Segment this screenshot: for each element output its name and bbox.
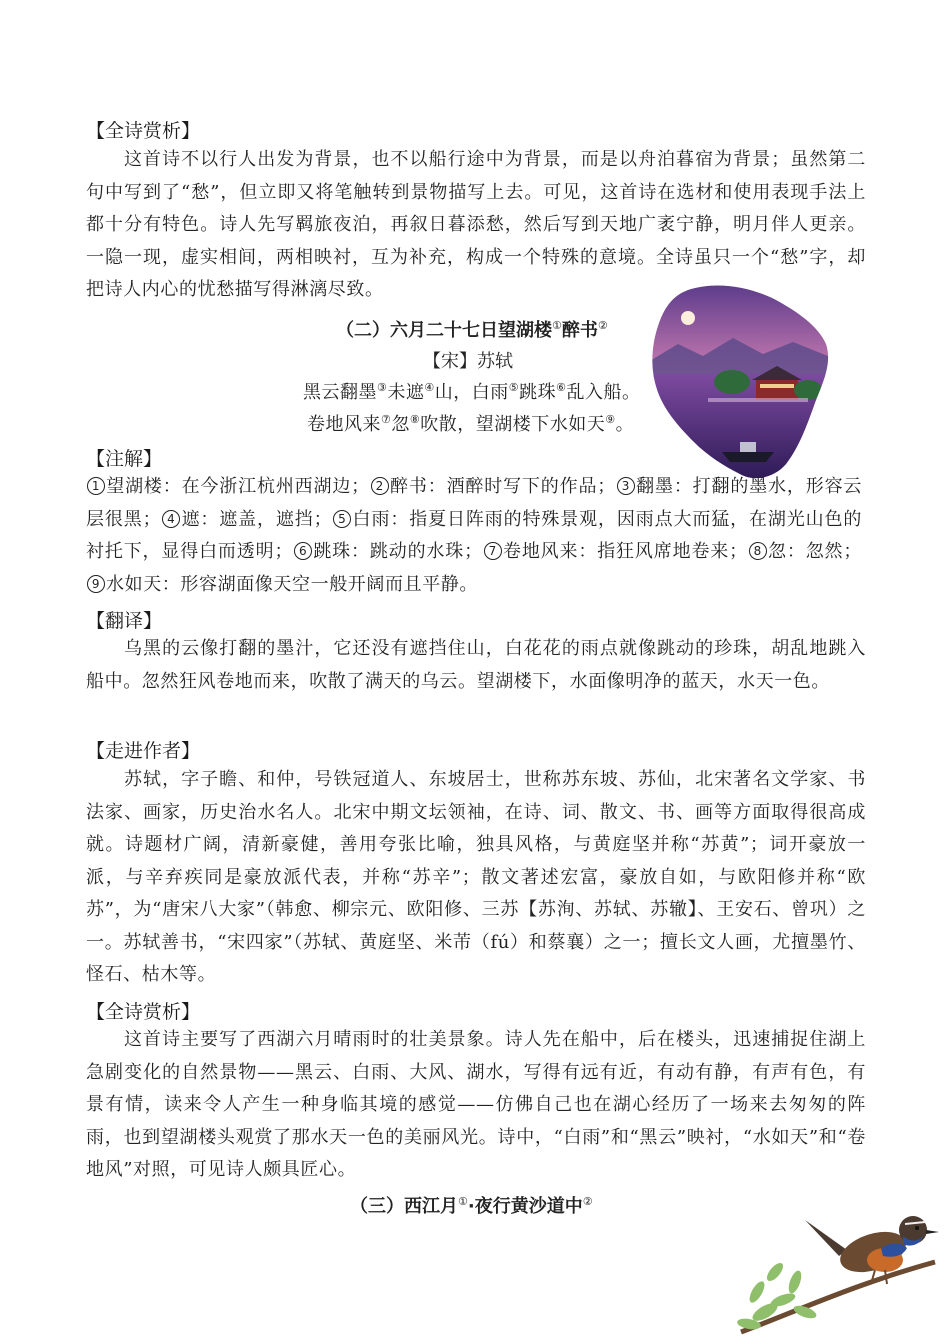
poem-2-title [336, 316, 608, 342]
poem-2-line-1-part: 未遮 [387, 382, 425, 403]
poem-2-line-1-part: 乱入船。 [566, 382, 641, 403]
bird-on-branch-illustration [735, 1192, 945, 1342]
note-marker: 6 [294, 542, 312, 560]
note-item: 遮：遮盖，遮挡； [181, 508, 333, 530]
footnote-mark: ⑦ [381, 413, 392, 426]
section-heading-appreciation-1: 【全诗赏析】 [86, 120, 201, 142]
poem-3-title [350, 1192, 593, 1218]
appreciation-2-text: 这首诗主要写了西湖六月晴雨时的壮美景象。诗人先在船中，后在楼头，迅速捕捉住湖上急剧变化的自然景物——黑云、白雨、大风、湖水，写得有远有近，有动有静，有声有色，有景有情，读来令人产生一种身临其境的感觉——仿佛自己也在湖心经历了一场来去匆匆的阵雨，也到望湖楼头观赏了那水天一色的美丽风光。诗中，“白雨”和“黑云”映衬，“水如天”和“卷地风”对照，可见诗人颇具匠心。 [86, 1029, 866, 1180]
west-lake-illustration [648, 282, 833, 482]
note-item: 醉书：酒醉时写下的作品； [389, 476, 616, 497]
poem-2-title-suffix: 醉书 [561, 320, 598, 341]
note-item: 水如天：形容湖面像天空一般开阔而且平静。 [106, 573, 478, 595]
footnote-mark: ⑥ [556, 381, 567, 394]
note-marker: 9 [87, 575, 105, 593]
poem-2-title-footnote-2: ② [597, 319, 608, 332]
poem-2-line-2-part: 卷地风来 [307, 414, 381, 435]
author-text: 苏轼，字子瞻、和仲，号铁冠道人、东坡居士，世称苏东坡、苏仙，北宋著名文学家、书法家、画家，历史治水名人。北宋中期文坛领袖，在诗、词、散文、书、画等方面取得很高成就。诗题材广阔，清新豪健，善用夸张比喻，独具风格，与黄庭坚并称“苏黄”；词开豪放一派，与辛弃疾同是豪放派代表，并称“苏辛”；散文著述宏富，豪放自如，与欧阳修并称“欧苏”，为“唐宋八大家”（韩愈、柳宗元、欧阳修、三苏【苏洵、苏轼、苏辙】、王安石、曾巩）之一。苏轼善书，“宋四家”（苏轼、黄庭坚、米芾（fú）和蔡襄）之一；擅长文人画，尤擅墨竹、怪石、枯木等。 [86, 769, 866, 985]
footnote-mark: ⑨ [605, 413, 616, 426]
note-item: 翻墨：打翻的墨水，形容云层很黑； [86, 476, 863, 530]
poem-3-title-mid: ·夜行黄沙道中 [467, 1196, 583, 1217]
note-marker: 4 [162, 510, 180, 528]
footnote-mark: ⑧ [409, 413, 421, 426]
moon-icon [681, 311, 695, 325]
footnote-mark: ④ [424, 381, 435, 394]
poem-2-line-2-part: 吹散，望湖楼下水如天 [420, 414, 606, 435]
poem-2-line-2 [307, 410, 634, 436]
note-item: 白雨：指夏日阵雨的特殊景观，因雨点大而猛，在湖光山色的衬托下，显得白而透明； [86, 508, 862, 562]
poem-2-line-2-part: 忽 [391, 414, 410, 435]
poem-2-title-footnote-1: ① [552, 319, 562, 332]
note-item: 卷地风来：指狂风席地卷来； [502, 541, 748, 562]
poem-2-line-1-part: 黑云翻墨 [303, 382, 377, 403]
footnote-mark: ③ [377, 381, 388, 394]
note-item: 跳珠：跳动的水珠； [313, 541, 483, 562]
footnote-mark: ⑤ [508, 381, 520, 394]
section-heading-translation: 【翻译】 [86, 610, 163, 632]
poem-2-line-1-part: 山，白雨 [434, 382, 509, 403]
poem-3-title-footnote-1: ① [458, 1195, 468, 1208]
note-marker: 1 [87, 477, 105, 495]
lake-scene [648, 282, 833, 482]
section-heading-appreciation-2: 【全诗赏析】 [86, 1001, 201, 1023]
poem-3-title-footnote-2: ② [582, 1195, 593, 1208]
section-heading-notes: 【注解】 [86, 448, 163, 470]
note-marker: 7 [484, 542, 502, 560]
poem-2-line-1 [303, 378, 641, 404]
poem-2-title-prefix: （二）六月二十七日望湖楼 [336, 320, 552, 341]
poem-2-line-2-part: 。 [615, 414, 635, 435]
note-item: 望湖楼：在今浙江杭州西湖边； [106, 476, 370, 497]
poem-2-line-1-part: 跳珠 [519, 382, 557, 403]
section-heading-author: 【走进作者】 [86, 740, 201, 762]
note-marker: 3 [617, 477, 635, 495]
note-marker: 8 [749, 542, 767, 560]
note-item: 忽：忽然； [767, 541, 862, 562]
appreciation-1-text: 这首诗不以行人出发为背景，也不以船行途中为背景，而是以舟泊暮宿为背景；虽然第二句中写到了“愁”，但立即又将笔触转到景物描写上去。可见，这首诗在选材和使用表现手法上都十分有特色。诗人先写羁旅夜泊，再叙日暮添愁，然后写到天地广袤宁静，明月伴人更亲。一隐一现，虚实相间，两相映衬，互为补充，构成一个特殊的意境。全诗虽只一个“愁”字，却把诗人内心的忧愁描写得淋漓尽致。 [86, 149, 866, 300]
poem-2-author: 【宋】苏轼 [423, 351, 513, 372]
translation-text: 乌黑的云像打翻的墨汁，它还没有遮挡住山，白花花的雨点就像跳动的珍珠，胡乱地跳入船中。忽然狂风卷地而来，吹散了满天的乌云。望湖楼下，水面像明净的蓝天，水天一色。 [86, 638, 866, 692]
note-marker: 5 [333, 510, 351, 528]
bird-icon [805, 1216, 939, 1284]
note-marker: 2 [371, 477, 389, 495]
poem-3-title-prefix: （三）西江月 [350, 1196, 458, 1217]
notes-text [86, 471, 862, 601]
